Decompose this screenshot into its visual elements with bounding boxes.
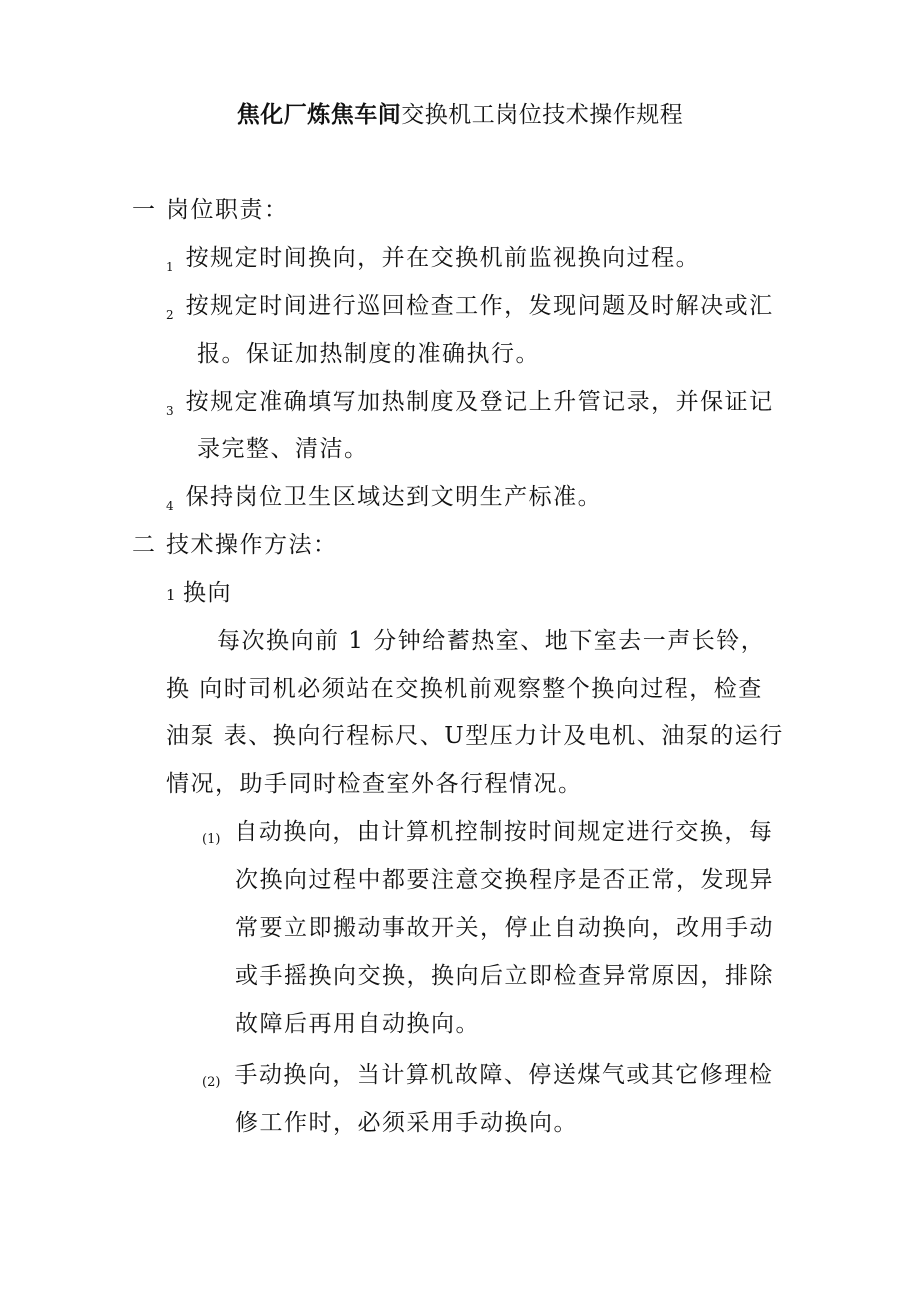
- point-1-number: (1): [202, 832, 221, 847]
- paragraph-line-1: 每次换向前 1 分钟给蓄热室、地下室去一声长铃，: [217, 628, 766, 654]
- section-2-heading: [132, 528, 338, 562]
- duty-item-3-number: 3: [166, 404, 174, 418]
- section-1-heading: [132, 193, 289, 227]
- paragraph-line-4: 情况，助手同时检查室外各行程情况。: [166, 771, 583, 797]
- subsection-1-number: 1: [166, 586, 178, 604]
- paragraph-line-2: 换 向时司机必须站在交换机前观察整个换向过程，检查: [166, 676, 763, 702]
- paragraph-line-3: 油泵 表、换向行程标尺、U型压力计及电机、油泵的运行: [166, 723, 784, 749]
- section-2-marker: 二: [132, 532, 157, 558]
- duty-item-4-number: 4: [166, 499, 174, 513]
- duty-item-3-text-line-2: 录完整、清洁。: [197, 436, 369, 462]
- point-1-text-line-1: 自动换向，由计算机控制按时间规定进行交换，每: [234, 819, 774, 845]
- duty-item-3: [166, 385, 774, 428]
- subsection-1-heading: [166, 576, 232, 612]
- point-1: [202, 815, 773, 857]
- point-2-text-line-1: 手动换向，当计算机故障、停送煤气或其它修理检: [234, 1062, 774, 1088]
- title-bold-part: 焦化厂炼焦车间: [236, 102, 402, 128]
- section-1-marker: 一: [132, 197, 157, 223]
- section-2-heading-text: 技术操作方法：: [166, 532, 338, 558]
- point-2-number: (2): [202, 1075, 221, 1090]
- duty-item-3-text-line-1: 按规定准确填写加热制度及登记上升管记录，并保证记: [185, 389, 774, 415]
- point-1-text-line-2: 次换向过程中都要注意交换程序是否正常，发现异: [235, 867, 774, 893]
- section-1-heading-text: 岗位职责：: [166, 197, 289, 223]
- point-1-text-line-5: 故障后再用自动换向。: [235, 1011, 480, 1037]
- duty-item-2-number: 2: [166, 308, 174, 322]
- duty-item-4: [166, 480, 602, 523]
- duty-item-2-text-line-1: 按规定时间进行巡回检查工作，发现问题及时解决或汇: [185, 293, 774, 319]
- point-1-text-line-3: 常要立即搬动事故开关，停止自动换向，改用手动: [235, 915, 774, 941]
- duty-item-2-text-line-2: 报。保证加热制度的准确执行。: [197, 341, 540, 367]
- duty-item-1-number: 1: [166, 260, 174, 274]
- duty-item-4-text: 保持岗位卫生区域达到文明生产标准。: [185, 484, 603, 510]
- duty-item-1-text: 按规定时间换向，并在交换机前监视换向过程。: [185, 245, 701, 271]
- document-title: [0, 98, 920, 132]
- title-rest-part: 交换机工岗位技术操作规程: [401, 102, 684, 128]
- duty-item-1: [166, 241, 700, 284]
- point-2-text-line-2: 修工作时，必须采用手动换向。: [235, 1110, 578, 1136]
- duty-item-2: [166, 289, 774, 332]
- subsection-1-label: 换向: [183, 580, 233, 606]
- point-2: [202, 1058, 773, 1100]
- point-1-text-line-4: 或手摇换向交换，换向后立即检查异常原因，排除: [235, 963, 774, 989]
